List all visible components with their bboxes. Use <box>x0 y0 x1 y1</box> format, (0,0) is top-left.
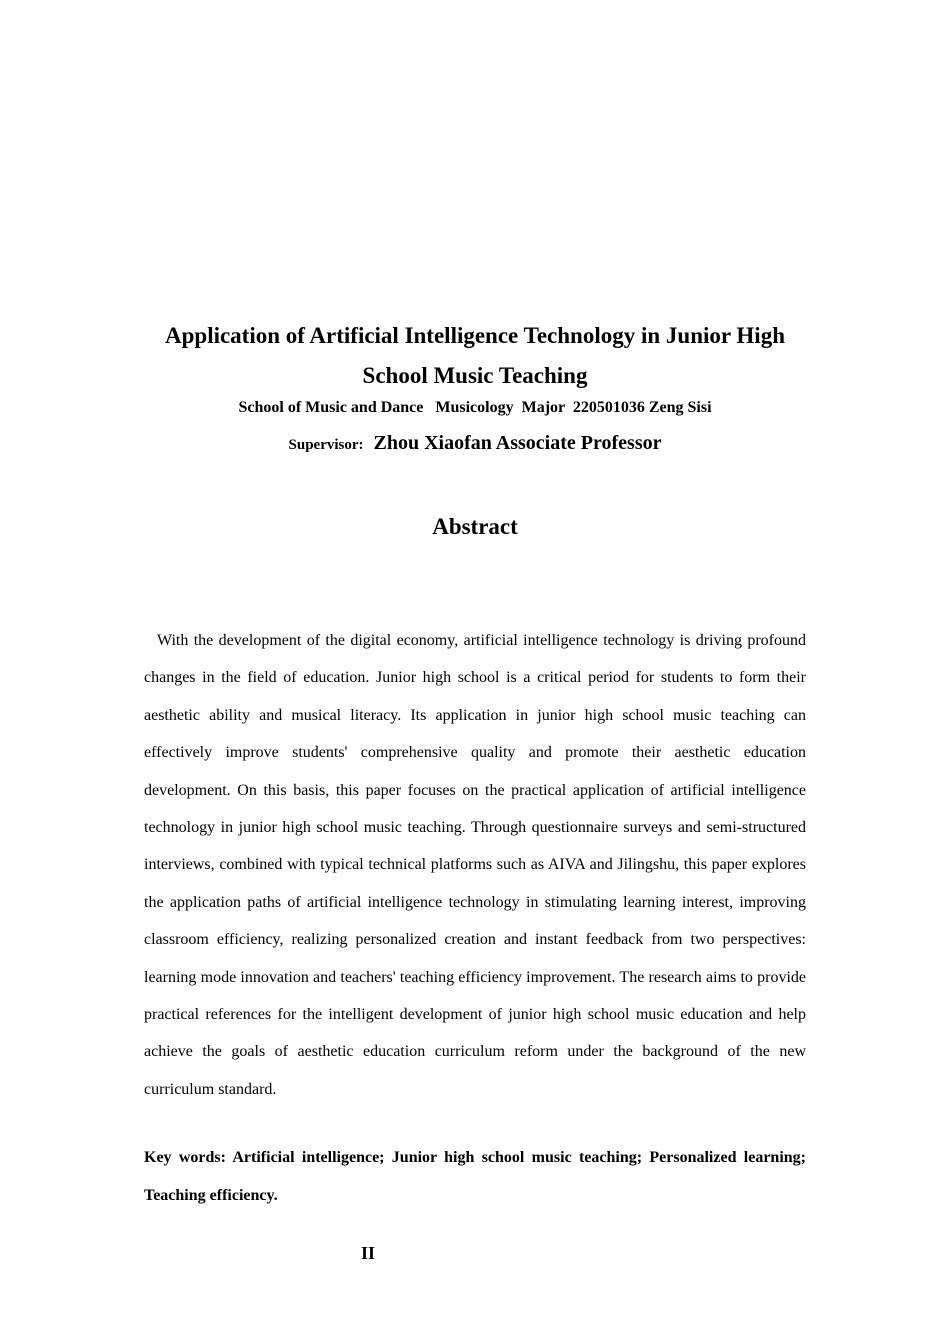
author-affiliation: School of Music and Dance Musicology Major 220501036 Zeng Sisi <box>238 399 712 416</box>
page-number: II <box>360 1243 375 1263</box>
abstract-body: With the development of the digital economy, artificial intelligence technology is driving profound changes in the field of education. Junior high school is a critical period for students to form their aesthetic ability and musical literacy. Its application in junior high school music teaching can effectively improve students' comprehensive quality and promote their aesthetic education development. On this basis, this paper focuses on the practical application of artificial intelligence technology in junior high school music teaching. Through questionnaire surveys and semi-structured interviews, combined with typical technical platforms such as AIVA and Jilingshu, this paper explores the application paths of artificial intelligence technology in stimulating learning interest, improving classroom efficiency, realizing personalized creation and instant feedback from two perspectives: learning mode innovation and teachers' teaching efficiency improvement. The research aims to provide practical references for the intelligent development of junior high school music education and help achieve the goals of aesthetic education curriculum reform under the background of the new curriculum standard. <box>144 632 806 1098</box>
paper-title: Application of Artificial Intelligence Technology in Junior High School Music Teaching <box>165 323 785 388</box>
keywords: Key words: Artificial intelligence; Junior high school music teaching; Personalized learning; Teaching efficiency. <box>144 1149 806 1204</box>
supervisor-name: Zhou Xiaofan Associate Professor <box>373 432 662 454</box>
abstract-heading: Abstract <box>432 514 518 539</box>
supervisor-line <box>100 430 850 458</box>
supervisor-label: Supervisor: <box>288 437 364 453</box>
